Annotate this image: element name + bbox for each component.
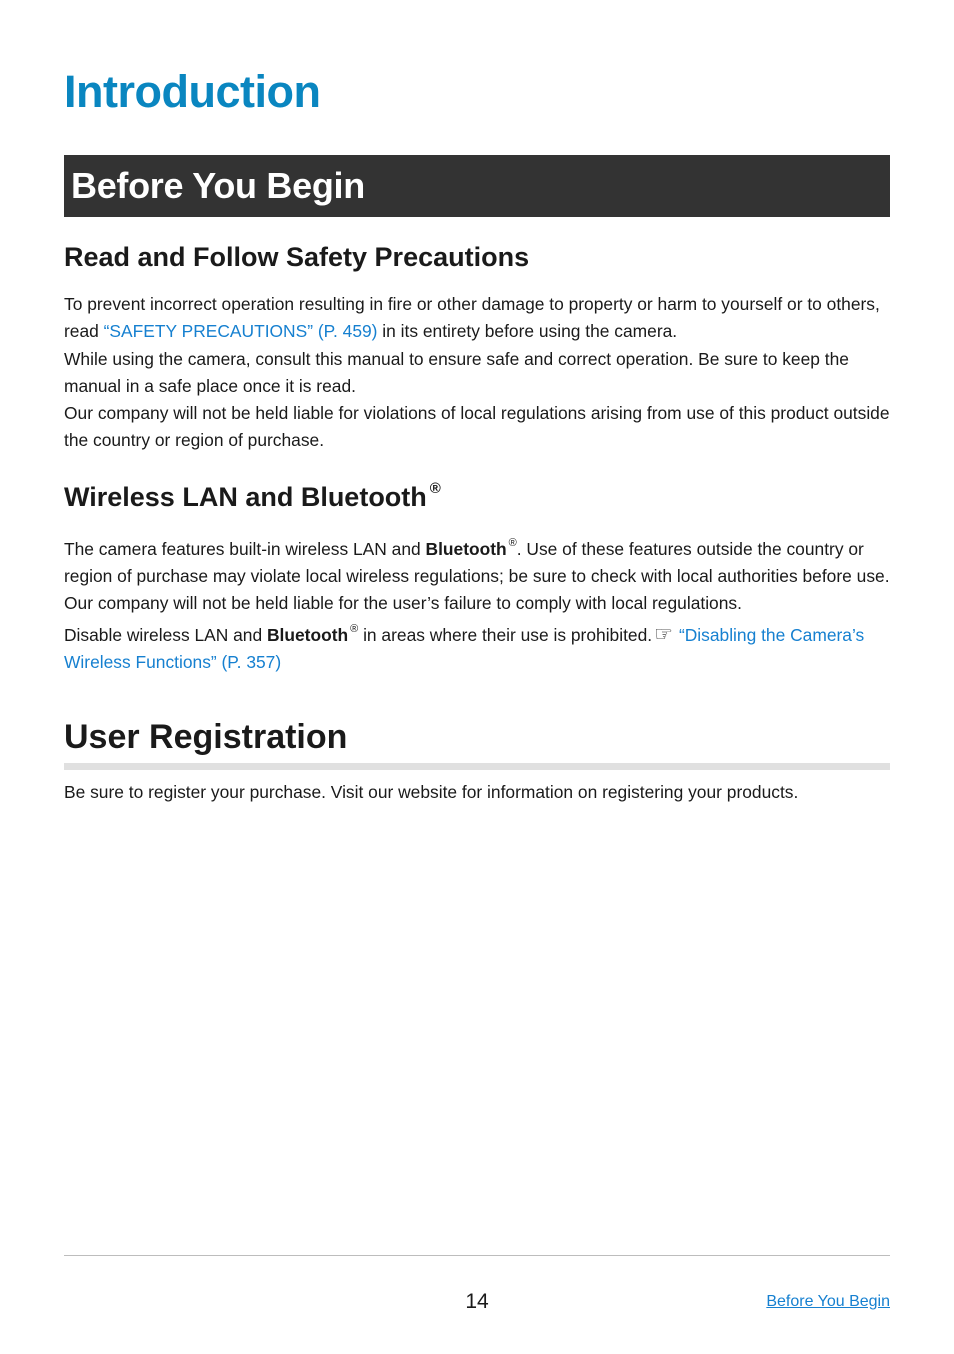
safety-heading: Read and Follow Safety Precautions (64, 242, 530, 272)
safety-text-2: in its entirety before using the camera. (377, 321, 678, 342)
disabling-wireless-link[interactable]: “Disabling the Camera’s Wireless Functions” (P. 357) (64, 624, 865, 672)
wireless-text-3: Disable wireless LAN and (64, 624, 267, 645)
page-number: 14 (465, 1290, 489, 1313)
wireless-text-4: in areas where their use is prohibited. (358, 624, 653, 645)
footer-divider (64, 1255, 890, 1256)
wireless-heading-text: Wireless LAN and Bluetooth (64, 482, 427, 512)
wireless-heading (64, 482, 441, 513)
safety-text-3: While using the camera, consult this manual to ensure safe and correct operation. Be sure to keep the manual in a safe place once it is read. (64, 348, 849, 396)
bluetooth-bold-2: Bluetooth (266, 624, 349, 645)
pointing-hand-icon: ☞ (654, 623, 673, 647)
registered-mark-2: ® (350, 622, 359, 635)
safety-text-1: To prevent incorrect operation resulting in fire or other damage to property or harm to yourself or to others, read (64, 294, 880, 342)
registered-mark: ® (429, 480, 441, 497)
safety-paragraph (64, 291, 890, 455)
wireless-text-2: . Use of these features outside the country or region of purchase may violate local wireless regulations; be sure to check with local authorities before use. Our company will not be held liable for the user’s failure to comply with local regulations. (64, 538, 890, 614)
footer-section-link[interactable]: Before You Begin (766, 1293, 890, 1310)
user-registration-text: Be sure to register your purchase. Visit our website for information on registering your products. (64, 782, 799, 802)
section-title: Before You Begin (71, 165, 365, 206)
page-title: Introduction (64, 66, 321, 117)
registered-mark-1: ® (508, 537, 517, 549)
safety-text-4: Our company will not be held liable for violations of local regulations arising from use of this product outside the country or region of purchase. (64, 403, 890, 451)
wireless-text-1: The camera features built-in wireless LAN and (64, 538, 426, 559)
safety-precautions-link[interactable]: “SAFETY PRECAUTIONS” (P. 459) (103, 321, 378, 342)
user-registration-heading: User Registration (64, 718, 348, 756)
wireless-paragraph (64, 532, 890, 676)
heading-underline (64, 763, 890, 770)
section-header-bar (64, 155, 890, 217)
bluetooth-bold-1: Bluetooth (425, 538, 507, 559)
